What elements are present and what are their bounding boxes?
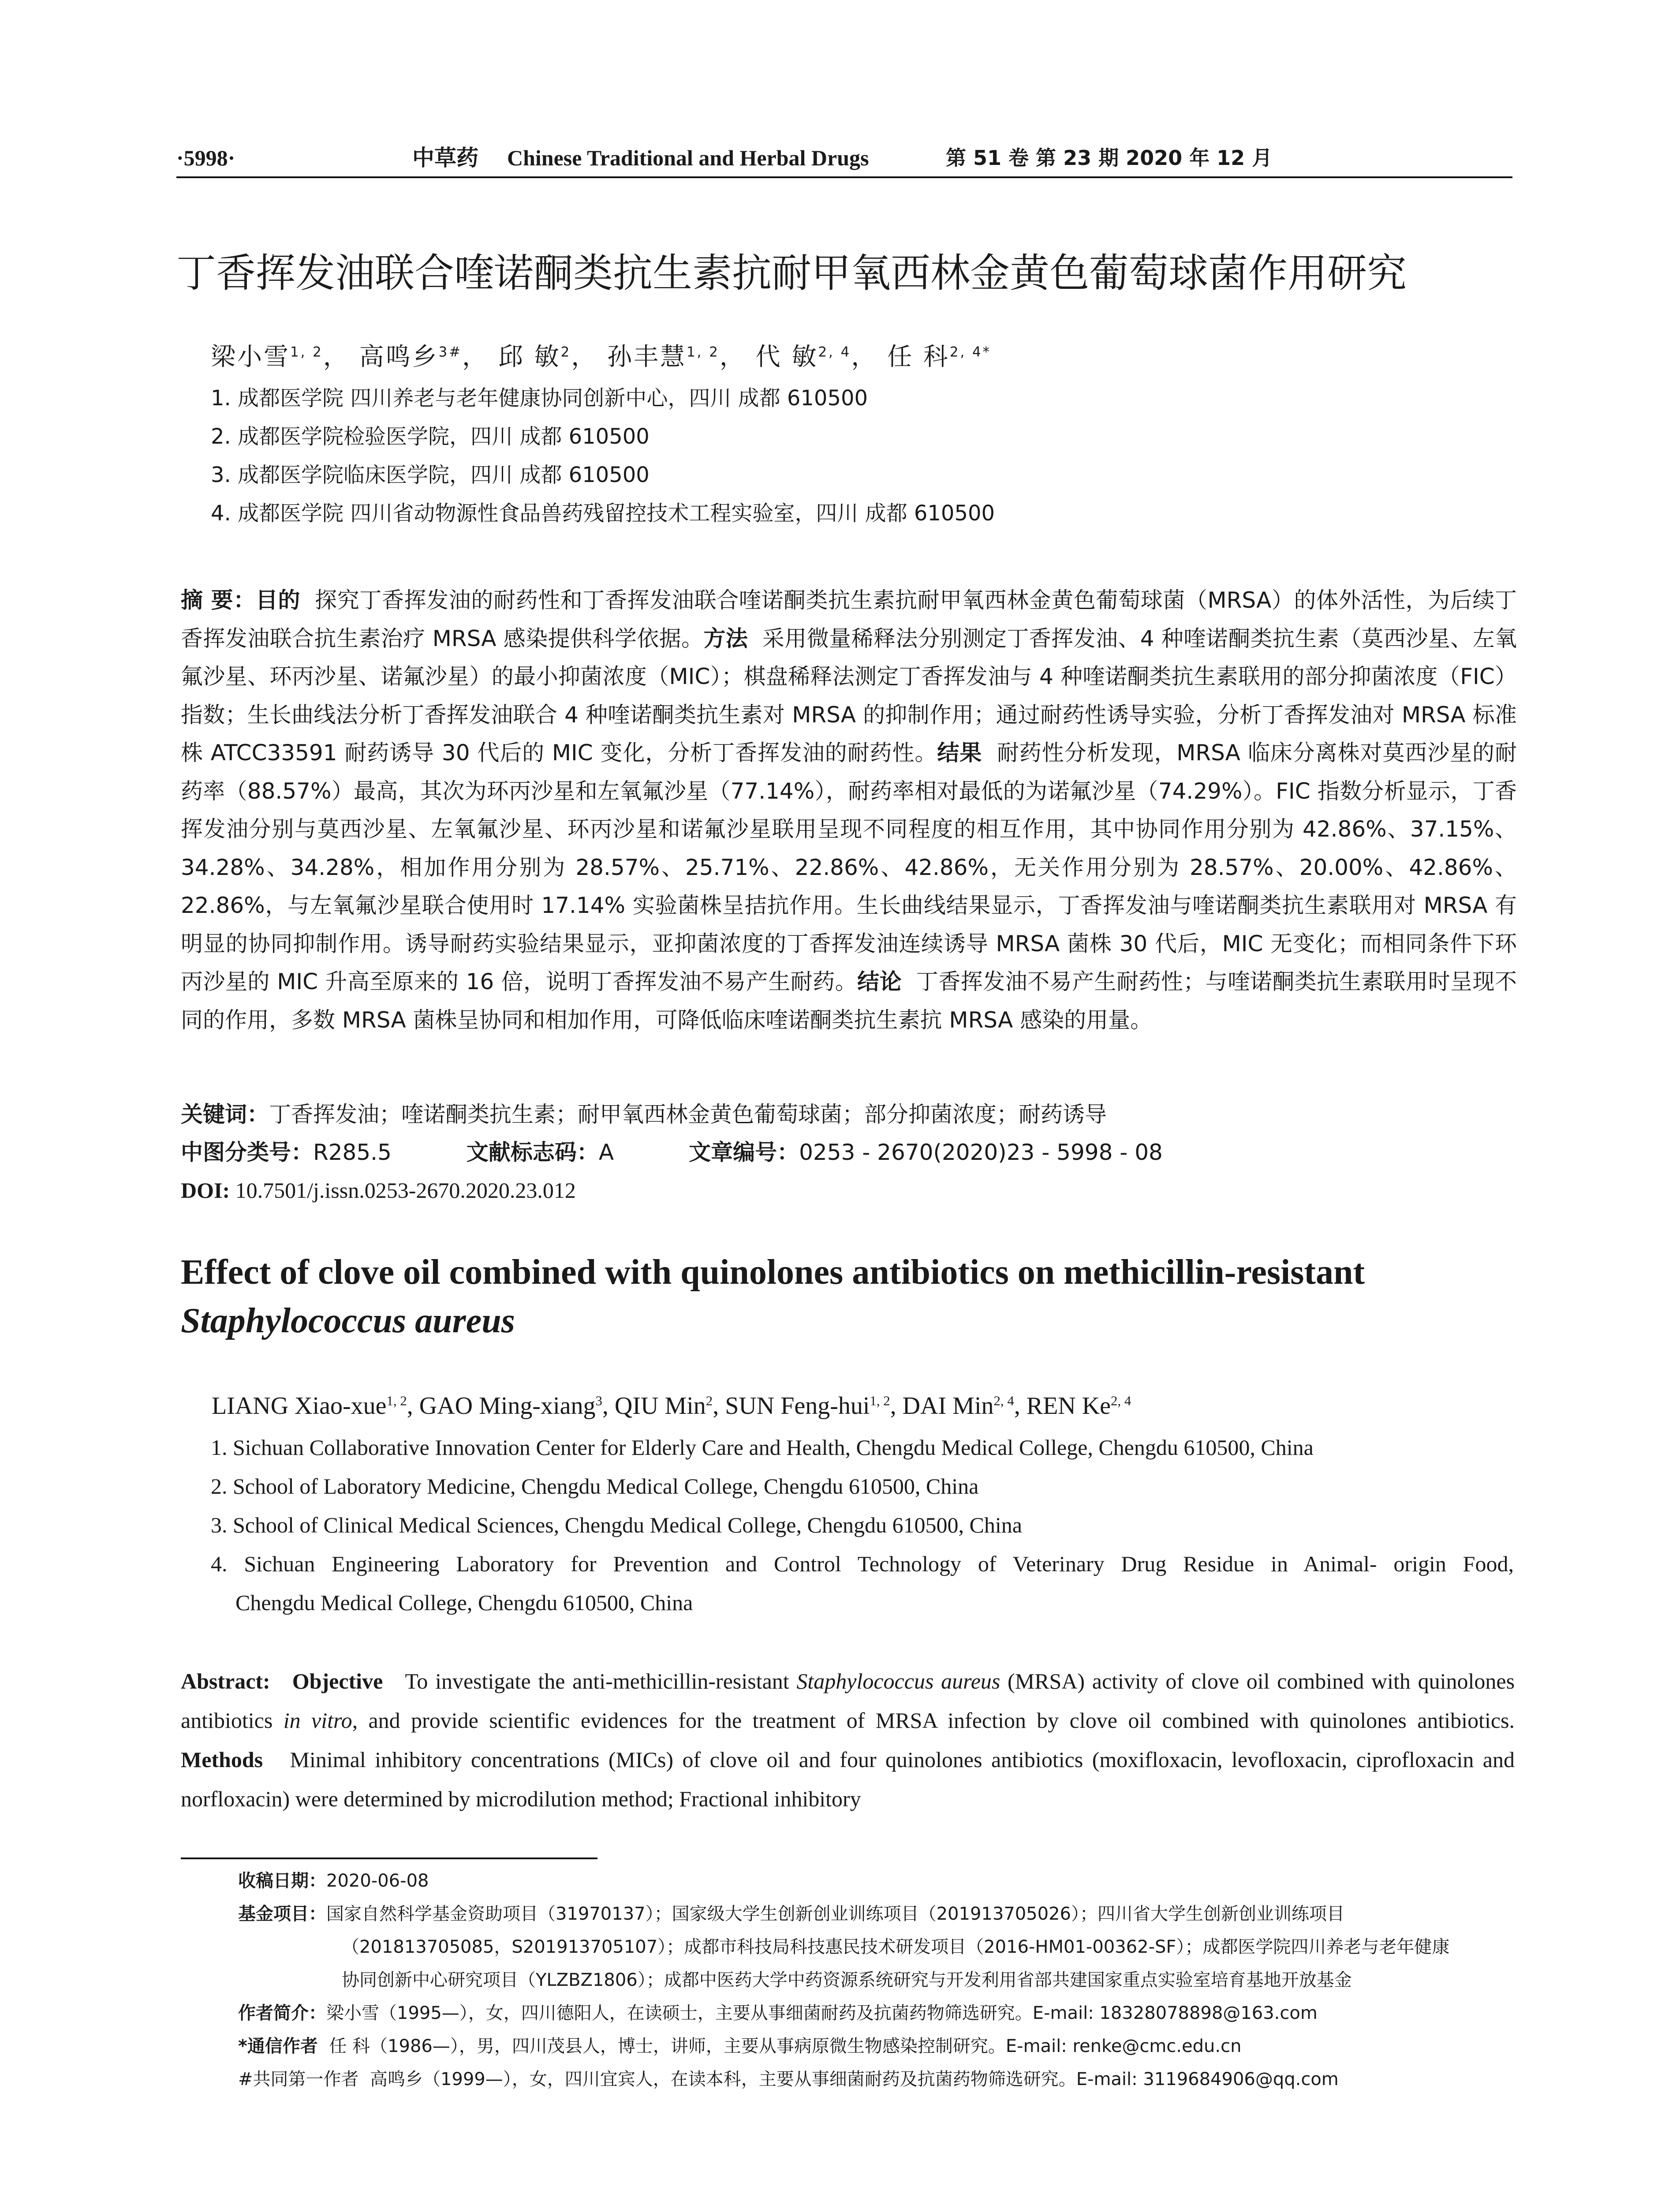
abstract-en (181, 1662, 1515, 1819)
in-vitro: in vitro (283, 1708, 352, 1733)
abstract-label: 摘 要： (181, 587, 256, 613)
author-affil-mark: 2 (560, 344, 571, 360)
article-meta-cn (181, 1095, 1517, 1209)
journal-name-en: Chinese Traditional and Herbal Drugs (507, 146, 869, 170)
methods-text: 采用微量稀释法分别测定丁香挥发油、4 种喹诺酮类抗生素（莫西沙星、左氧氟沙星、环丙沙星、诺氟沙星）的最小抑菌浓度（MIC）；棋盘稀释法测定丁香挥发油与 4 种喹诺酮类抗生素联用的部分抑菌浓度（FIC）指数；生长曲线法分析丁香挥发油联合 4 种喹诺酮类抗生素对 MRSA 的抑制作用；通过耐药性诱导实验，分析丁香挥发油对 MRSA 标准株 ATCC33591 耐药诱导 30 代后的 MIC 变化，分析丁香挥发油的耐药性。 (181, 625, 1517, 766)
corresponding-author (238, 2030, 1517, 2063)
doi-label: DOI: (181, 1178, 230, 1203)
results-text: 耐药性分析发现，MRSA 临床分离株对莫西沙星的耐药率（88.57%）最高，其次为环丙沙星和左氧氟沙星（77.14%），耐药率相对最低的为诺氟沙星（74.29%）。FIC 指数分析显示，丁香挥发油分别与莫西沙星、左氧氟沙星、环丙沙星和诺氟沙星联用呈现不同程度的相互作用，其中协同作用分别为 42.86%、37.15%、34.28%、34.28%，相加作用分别为 28.57%、25.71%、22.86%、42.86%，无关作用分别为 28.57%、20.00%、42.86%、22.86%，与左氧氟沙星联合使用时 17.14% 实验菌株呈拮抗作用。生长曲线结果显示，丁香挥发油与喹诺酮类抗生素联用对 MRSA 有明显的协同抑制作用。诱导耐药实验结果显示，亚抑菌浓度的丁香挥发油连续诱导 MRSA 菌株 30 代后，MIC 无变化；而相同条件下环丙沙星的 MIC 升高至原来的 16 倍，说明丁香挥发油不易产生耐药。 (181, 740, 1517, 994)
abstract-label: Abstract: (181, 1669, 270, 1693)
doc-code-label: 文献标志码： (466, 1140, 599, 1165)
doi-link[interactable]: 10.7501/j.issn.0253-2670.2020.23.012 (235, 1178, 576, 1203)
author-name: 任 科 (887, 343, 950, 371)
received-label: 收稿日期： (238, 1871, 326, 1891)
doc-code-value: A (598, 1140, 614, 1165)
co-first-author (238, 2063, 1517, 2096)
affiliation-item: 4. 成都医学院 四川省动物源性食品兽药残留控技术工程实验室，四川 成都 610500 (211, 501, 995, 526)
author-bio-label: 作者简介： (238, 2003, 326, 2023)
author-bio-text: 梁小雪（1995—），女，四川德阳人，在读硕士，主要从事细菌耐药及抗菌药物筛选研究。E-mail: 18328078898@163.com (326, 2003, 1318, 2023)
conclusion-text: 丁香挥发油不易产生耐药性；与喹诺酮类抗生素联用时呈现不同的作用，多数 MRSA 菌株呈协同和相加作用，可降低临床喹诺酮类抗生素抗 MRSA 感染的用量。 (181, 969, 1517, 1033)
title-main: Effect of clove oil combined with quinolones antibiotics on methicillin-resistant (181, 1253, 1365, 1292)
clc-label: 中图分类号： (181, 1140, 313, 1165)
paper-title-cn: 丁香挥发油联合喹诺酮类抗生素抗耐甲氧西林金黄色葡萄球菌作用研究 (176, 250, 1407, 296)
affiliations-cn (211, 379, 1512, 533)
author-affil-mark: 3# (438, 344, 462, 360)
objective-label: 目的 (255, 587, 301, 613)
page-number: ·5998· (176, 146, 235, 170)
author-bio (238, 1997, 1517, 2030)
co-first-label: #共同第一作者 (238, 2069, 359, 2089)
author-list-cn: 梁小雪$^{1, 2}$， 高鸣乡$^{3\#}$， 邱 敏$^2$， 孙丰慧$^{1, 2}$， 代 敏$^{2, 4}$， 任 科$^{2, 4*}$ (211, 343, 992, 371)
author-list-en: LIANG Xiao-xue$^{1, 2}$, GAO Ming-xiang$^3$, QIU Min$^2$, SUN Feng-hui$^{1, 2}$, DAI Min$^{2, 4}$, REN Ke$^{2, 4}$ (212, 1392, 1131, 1420)
objective-text-3: , and provide scientific evidences for the treatment of MRSA infection by clove oil combined with quinolones antibiotics. (352, 1708, 1515, 1733)
author-affil-mark: 2, 4 (993, 1393, 1014, 1409)
author-name: 高鸣乡 (359, 343, 439, 371)
fund-text: 国家自然科学基金资助项目（31970137）；国家级大学生创新创业训练项目（201913705026）；四川省大学生创新创业训练项目 (326, 1904, 1344, 1924)
objective-text: To investigate the anti-methicillin-resistant (405, 1669, 789, 1693)
keywords-label: 关键词： (181, 1102, 269, 1127)
fund-line-continued: 协同创新中心研究项目（YLZBZ1806）；成都中医药大学中药资源系统研究与开发利用省部共建国家重点实验室培育基地开放基金 (342, 1970, 1352, 1990)
abstract-cn (181, 581, 1517, 1039)
objective-text: 探究丁香挥发油的耐药性和丁香挥发油联合喹诺酮类抗生素抗耐甲氧西林金黄色葡萄球菌（MRSA）的体外活性，为后续丁香挥发油联合抗生素治疗 MRSA 感染提供科学依据。 (181, 587, 1517, 651)
fund-line (238, 1898, 1517, 1931)
issue-info: 第 51 卷 第 23 期 2020 年 12 月 (946, 146, 1273, 170)
author-name: 代 敏 (755, 343, 818, 371)
conclusion-label: 结论 (857, 969, 902, 994)
article-no-value: 0253 - 2670(2020)23 - 5998 - 08 (799, 1140, 1163, 1165)
author-affil-mark: 1, 2 (870, 1393, 890, 1409)
affiliation-item: 2. 成都医学院检验医学院，四川 成都 610500 (211, 424, 650, 449)
article-no-label: 文章编号： (689, 1140, 799, 1165)
fund-line-continued: （201813705085，S201913705107）；成都市科技局科技惠民技术研发项目（2016-HM01-00362-SF）；成都医学院四川养老与老年健康 (342, 1937, 1450, 1957)
author-name: DAI Min (902, 1392, 994, 1420)
affiliation-item: 3. 成都医学院临床医学院，四川 成都 610500 (211, 463, 650, 487)
objective-text-2: (MRSA) activity of clove oil combined with quinolones antibiotics (181, 1669, 1515, 1733)
affiliation-item: 1. 成都医学院 四川养老与老年健康协同创新中心，四川 成都 610500 (211, 386, 868, 411)
author-name: REN Ke (1026, 1392, 1111, 1420)
author-affil-mark: 2 (706, 1393, 713, 1409)
received-date (238, 1865, 1517, 1898)
author-name: QIU Min (614, 1392, 706, 1420)
author-name: GAO Ming-xiang (419, 1392, 596, 1420)
affiliation-item: 3. School of Clinical Medical Sciences, Chengdu Medical College, Chengdu 610500, China (211, 1513, 1022, 1537)
affiliations-en (211, 1428, 1514, 1622)
methods-text: Minimal inhibitory concentrations (MICs) of clove oil and four quinolones antibiotics (moxifloxacin, levofloxacin, ciprofloxacin and norfloxacin) were determined by microdilution method; Fractional inhibitory (181, 1747, 1515, 1811)
header-rule (176, 176, 1512, 178)
clc-value: R285.5 (313, 1140, 392, 1165)
footnotes (238, 1865, 1517, 2096)
corr-text: 任 科（1986—），男，四川茂县人，博士，讲师，主要从事病原微生物感染控制研究。E-mail: renke@cmc.edu.cn (329, 2036, 1242, 2056)
fund-label: 基金项目： (238, 1904, 326, 1924)
methods-label: Methods (181, 1747, 263, 1772)
running-header (176, 140, 1512, 176)
author-name: LIANG Xiao-xue (212, 1392, 387, 1420)
author-name: SUN Feng-hui (725, 1392, 870, 1420)
co-first-text: 高鸣乡（1999—），女，四川宜宾人，在读本科，主要从事细菌耐药及抗菌药物筛选研究。E-mail: 3119684906@qq.com (370, 2069, 1339, 2089)
title-italic: Staphylococcus aureus (181, 1301, 515, 1340)
methods-label: 方法 (703, 625, 748, 651)
affiliation-item: 4. Sichuan Engineering Laboratory for Prevention and Control Technology of Veterinary Drug Residue in Animal- origin Food, (211, 1551, 1514, 1576)
affiliation-item: 1. Sichuan Collaborative Innovation Center for Elderly Care and Health, Chengdu Medical College, Chengdu 610500, China (211, 1435, 1314, 1460)
keywords-text: 丁香挥发油；喹诺酮类抗生素；耐甲氧西林金黄色葡萄球菌；部分抑菌浓度；耐药诱导 (269, 1102, 1107, 1127)
corr-label: *通信作者 (238, 2036, 318, 2056)
affiliation-item: 2. School of Laboratory Medicine, Chengdu Medical College, Chengdu 610500, China (211, 1474, 979, 1499)
keywords-line (181, 1095, 1517, 1133)
species-name: Staphylococcus aureus (796, 1669, 1001, 1693)
paper-title-en (181, 1248, 1515, 1345)
author-name: 邱 敏 (498, 343, 561, 371)
author-affil-mark: 2, 4 (1111, 1393, 1131, 1409)
objective-label: Objective (292, 1669, 383, 1693)
affiliation-item-continued: Chengdu Medical College, Chengdu 610500, China (235, 1590, 693, 1615)
results-label: 结果 (937, 740, 982, 766)
journal-name-cn: 中草药 (412, 145, 478, 171)
author-affil-mark: 1, 2 (687, 344, 720, 360)
author-affil-mark: 2, 4 (818, 344, 851, 360)
author-affil-mark: 2, 4* (949, 344, 992, 360)
footnote-rule (181, 1857, 597, 1859)
author-name: 孙丰慧 (607, 343, 687, 371)
author-name: 梁小雪 (211, 343, 290, 371)
classification-line (181, 1133, 1517, 1171)
author-affil-mark: 1, 2 (386, 1393, 407, 1409)
doi-line (181, 1171, 1517, 1209)
author-affil-mark: 3 (595, 1393, 602, 1409)
author-affil-mark: 1, 2 (290, 344, 323, 360)
received-value: 2020-06-08 (326, 1871, 429, 1891)
